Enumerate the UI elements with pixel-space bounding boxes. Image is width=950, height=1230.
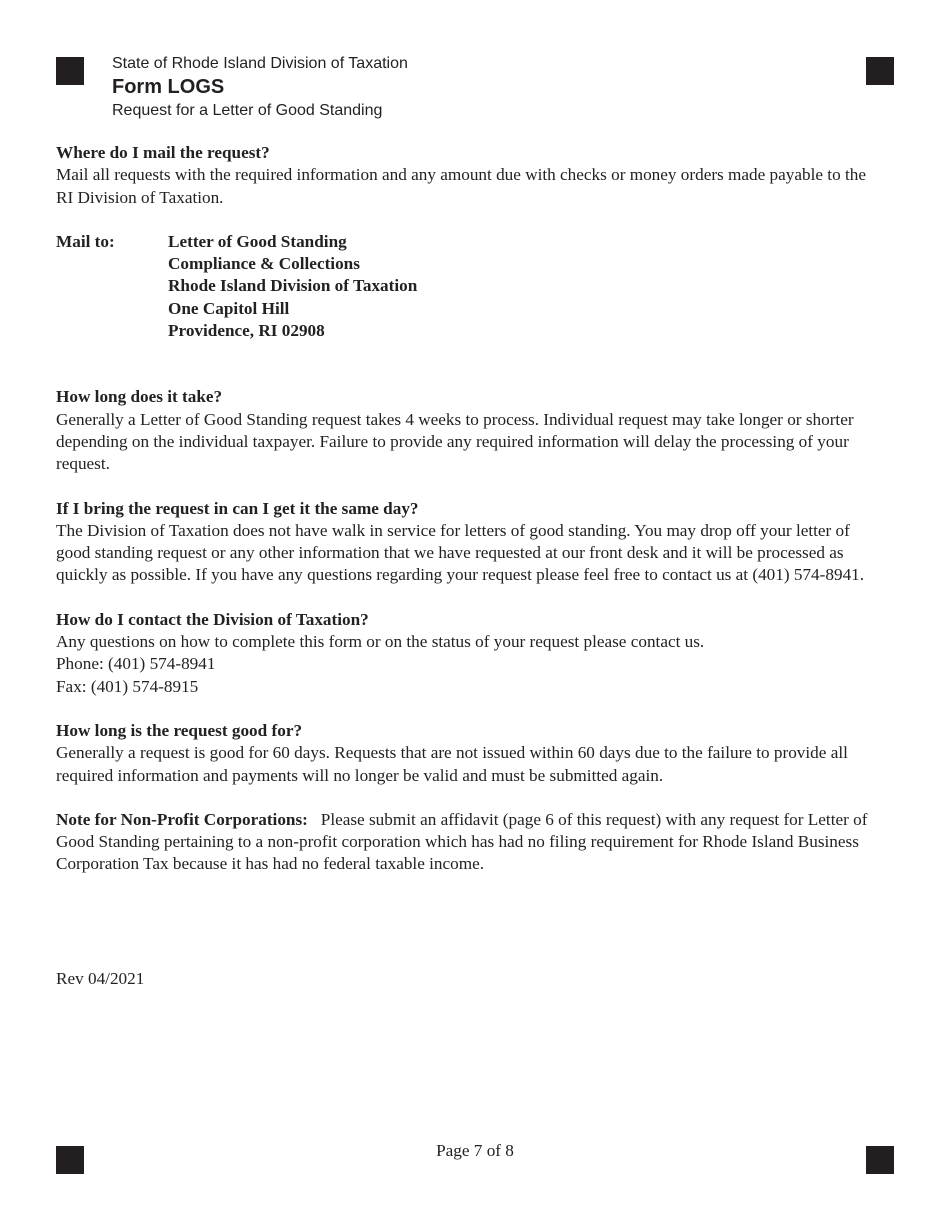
section-nonprofit-note [56,809,886,876]
question-contact: How do I contact the Division of Taxation? [56,609,369,629]
answer-same-day: The Division of Taxation does not have walk in service for letters of good standing. You may drop off your letter of good standing request or any other information that we have requested at our front desk and it will be processed as quickly as possible. If you have any questions regarding your request please feel free to contact us at (401) 574-8941. [56,520,865,585]
page-number: Page 7 of 8 [436,1141,514,1160]
section-duration [56,386,886,475]
answer-duration: Generally a Letter of Good Standing request takes 4 weeks to process. Individual request may take longer or shorter depending on the individual taxpayer. Failure to provide any required information will delay the processing of your request. [56,409,854,474]
answer-mail: Mail all requests with the required information and any amount due with checks or money orders made payable to the RI Division of Taxation. [56,165,866,207]
answer-contact: Any questions on how to complete this form or on the status of your request please contact us. [56,632,705,652]
answer-validity: Generally a request is good for 60 days. Requests that are not issued within 60 days due to the failure to provide all required information and payments will no longer be valid and must be submitted again. [56,743,848,785]
address-line: Compliance & Collections [168,254,360,274]
section-same-day [56,498,886,587]
form-title: Form LOGS [112,76,225,98]
question-duration: How long does it take? [56,387,223,407]
address-line: Letter of Good Standing [168,231,347,251]
address-line: Rhode Island Division of Taxation [168,276,418,296]
nonprofit-note [56,809,886,876]
nonprofit-note-label: Note for Non-Profit Corporations: [56,809,308,829]
question-mail: Where do I mail the request? [56,143,270,162]
registration-mark-top-right [866,57,894,85]
contact-phone: Phone: (401) 574-8941 [56,654,216,674]
agency-name: State of Rhode Island Division of Taxation [112,55,408,72]
mail-to-label: Mail to: [56,231,115,251]
revision-date: Rev 04/2021 [56,969,145,988]
contact-fax: Fax: (401) 574-8915 [56,676,199,696]
registration-mark-top-left [56,57,84,85]
document-body [56,142,886,898]
section-mail [56,142,886,209]
document-header [112,54,408,122]
question-same-day: If I bring the request in can I get it the same day? [56,498,419,518]
mailing-address-block [56,231,886,342]
section-validity [56,720,886,787]
nonprofit-note-text: Please submit an affidavit (page 6 of this request) with any request for Letter of Good Standing pertaining to a non-profit corporation which has had no filing requirement for Rhode Island Business Corporation Tax because it has had no federal taxable income. [56,809,868,874]
section-contact [56,609,886,698]
address-line: One Capitol Hill [168,298,290,318]
address-line: Providence, RI 02908 [168,321,325,341]
question-validity: How long is the request good for? [56,720,303,740]
form-subtitle: Request for a Letter of Good Standing [112,102,383,119]
mailing-address [168,231,417,342]
